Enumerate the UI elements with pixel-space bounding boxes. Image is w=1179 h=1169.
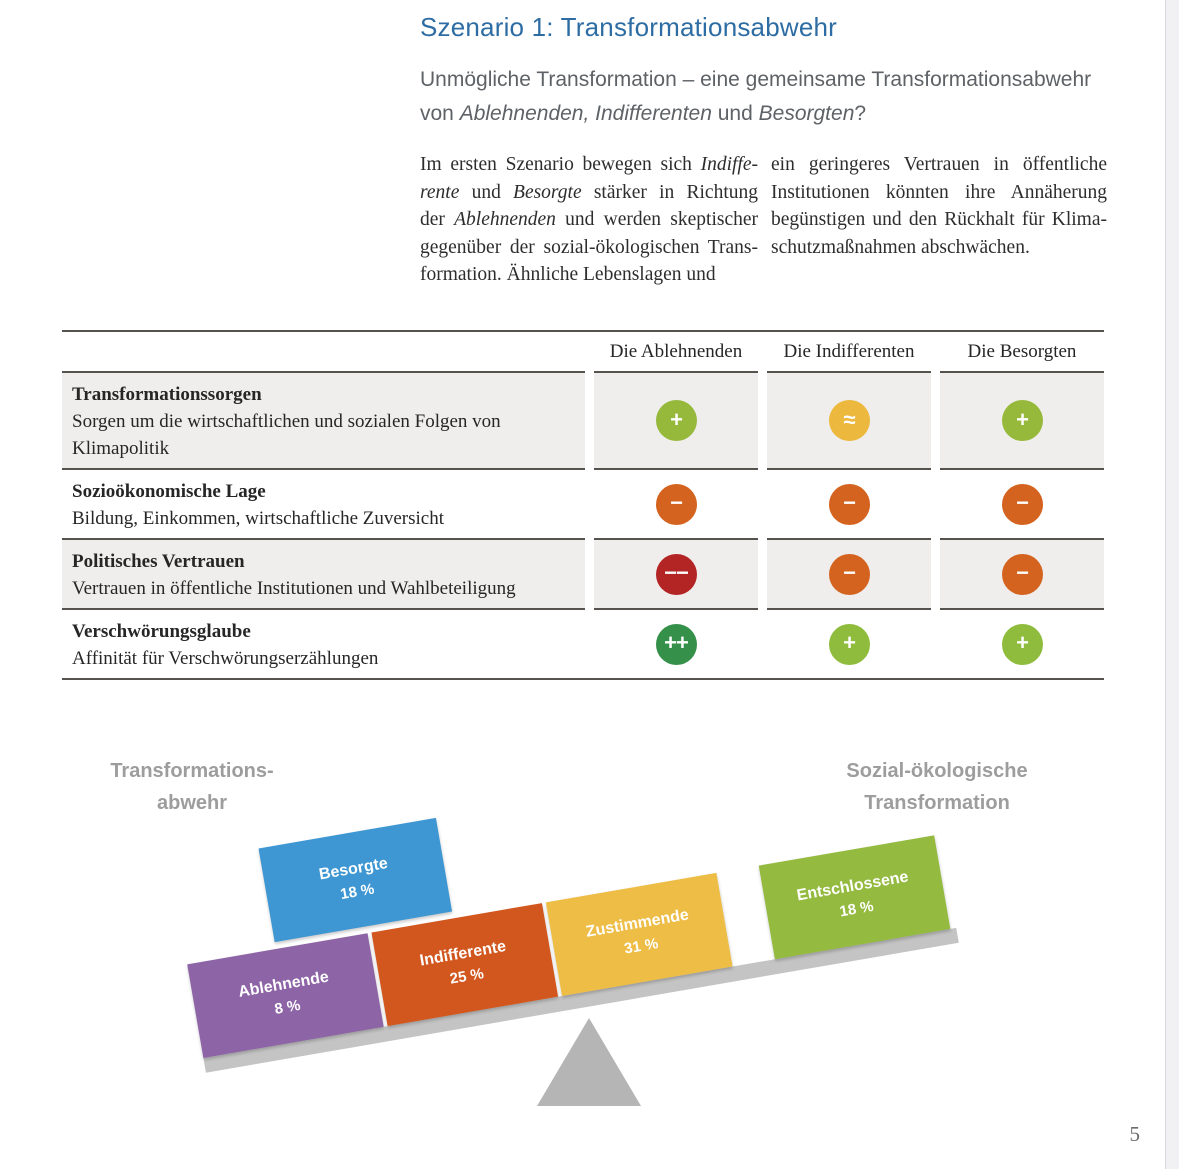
text-line: von Ablehnenden, Indifferenten und Besorgten?: [420, 102, 867, 125]
row-title: Verschwörungsglaube: [72, 621, 251, 642]
block-name: Indifferente: [418, 937, 508, 970]
label-line: Sozial-ökologische: [846, 760, 1028, 782]
label-line: Transformations-: [110, 760, 274, 782]
table-row: [62, 610, 1104, 678]
rating-cell: [594, 373, 758, 470]
block-name: Ablehnende: [236, 968, 331, 1001]
text-line: gegenüber der sozial-ökologischen Trans-: [420, 236, 758, 258]
text-line: formation. Ähnliche Lebenslagen und: [420, 264, 716, 285]
row-subtitle: Sorgen um die wirtschaftlichen und sozialen Folgen von Klimapolitik: [72, 411, 501, 459]
text-line: Unmögliche Transformation – eine gemeinsame Transformationsabwehr: [420, 68, 1092, 91]
rating-cell: [940, 540, 1104, 610]
text-line: begünstigen und den Rückhalt für Klima-: [771, 209, 1107, 230]
table-header-spacer: [62, 332, 585, 373]
row-subtitle: Vertrauen in öffentliche Institutionen und Wahlbeteiligung: [72, 578, 516, 599]
column-header-ablehnenden: Die Ablehnenden: [594, 332, 758, 373]
table-body: [62, 373, 1104, 678]
rating-cell: [767, 540, 931, 610]
rating-cell: [594, 470, 758, 540]
page-edge-strip: [1165, 0, 1179, 1169]
plus-icon: +: [1002, 400, 1043, 441]
block-name: Besorgte: [317, 854, 389, 883]
body-column-right: [771, 151, 1107, 261]
rating-cell: [767, 373, 931, 470]
block-name: Zustimmende: [584, 905, 690, 941]
block-percentage: 25 %: [448, 964, 486, 988]
rating-cell: [594, 540, 758, 610]
rating-cell: [940, 470, 1104, 540]
table-row: [62, 373, 1104, 470]
double-plus-icon: ++: [656, 624, 697, 665]
column-header-besorgten: Die Besorgten: [940, 332, 1104, 373]
block-percentage: 8 %: [273, 996, 302, 1018]
label-line: abwehr: [156, 792, 228, 814]
page-number: 5: [1129, 1122, 1140, 1146]
row-text-cell: [62, 373, 585, 470]
block-percentage: 18 %: [338, 880, 376, 903]
approx-icon: ≈: [829, 400, 870, 441]
text-line: ein geringeres Vertrauen in öffentliche: [771, 154, 1107, 175]
table-row: [62, 470, 1104, 540]
block-percentage: 18 %: [838, 897, 875, 920]
comparison-table: [62, 330, 1104, 680]
row-subtitle: Affinität für Verschwörungserzählungen: [72, 648, 379, 669]
plus-icon: +: [1002, 624, 1043, 665]
minus-icon: −: [1002, 554, 1043, 595]
label-line: Transformation: [864, 792, 1010, 814]
seesaw-plank-group: [163, 691, 959, 1072]
seesaw-pivot-triangle: [537, 1018, 641, 1106]
row-title: Politisches Vertrauen: [72, 551, 245, 572]
text-line: Institutionen könnten ihre Annäherung: [771, 181, 1107, 203]
lead-paragraph: [420, 63, 1120, 131]
rating-cell: [940, 610, 1104, 678]
minus-icon: −: [829, 484, 870, 525]
minus-icon: −: [1002, 484, 1043, 525]
row-title: Sozioökonomische Lage: [72, 481, 266, 502]
row-text-cell: [62, 610, 585, 678]
table-header-row: [62, 332, 1104, 373]
rating-cell: [767, 470, 931, 540]
text-line: schutzmaßnahmen abschwächen.: [771, 236, 1030, 258]
plus-icon: +: [656, 400, 697, 441]
column-header-indifferenten: Die Indifferenten: [767, 332, 931, 373]
text-line: rente und Besorgte stärker in Richtung: [420, 181, 758, 203]
minus-icon: −: [829, 554, 870, 595]
block-name: Entschlossene: [795, 867, 910, 904]
row-title: Transformationssorgen: [72, 384, 262, 405]
row-text-cell: [62, 540, 585, 610]
body-column-left: [420, 151, 758, 289]
plus-icon: +: [829, 624, 870, 665]
text-line: der Ablehnenden und werden skeptischer: [420, 209, 758, 230]
minus-icon: −: [656, 484, 697, 525]
table-row: [62, 540, 1104, 610]
row-text-cell: [62, 470, 585, 540]
rating-cell: [594, 610, 758, 678]
rating-cell: [940, 373, 1104, 470]
double-minus-icon: −−: [656, 554, 697, 595]
rating-cell: [767, 610, 931, 678]
row-subtitle: Bildung, Einkommen, wirtschaftliche Zuversicht: [72, 508, 445, 529]
page-title: Szenario 1: Transformationsabwehr: [420, 12, 838, 42]
text-line: Im ersten Szenario bewegen sich Indiffe-: [420, 154, 758, 175]
block-percentage: 31 %: [622, 934, 660, 958]
